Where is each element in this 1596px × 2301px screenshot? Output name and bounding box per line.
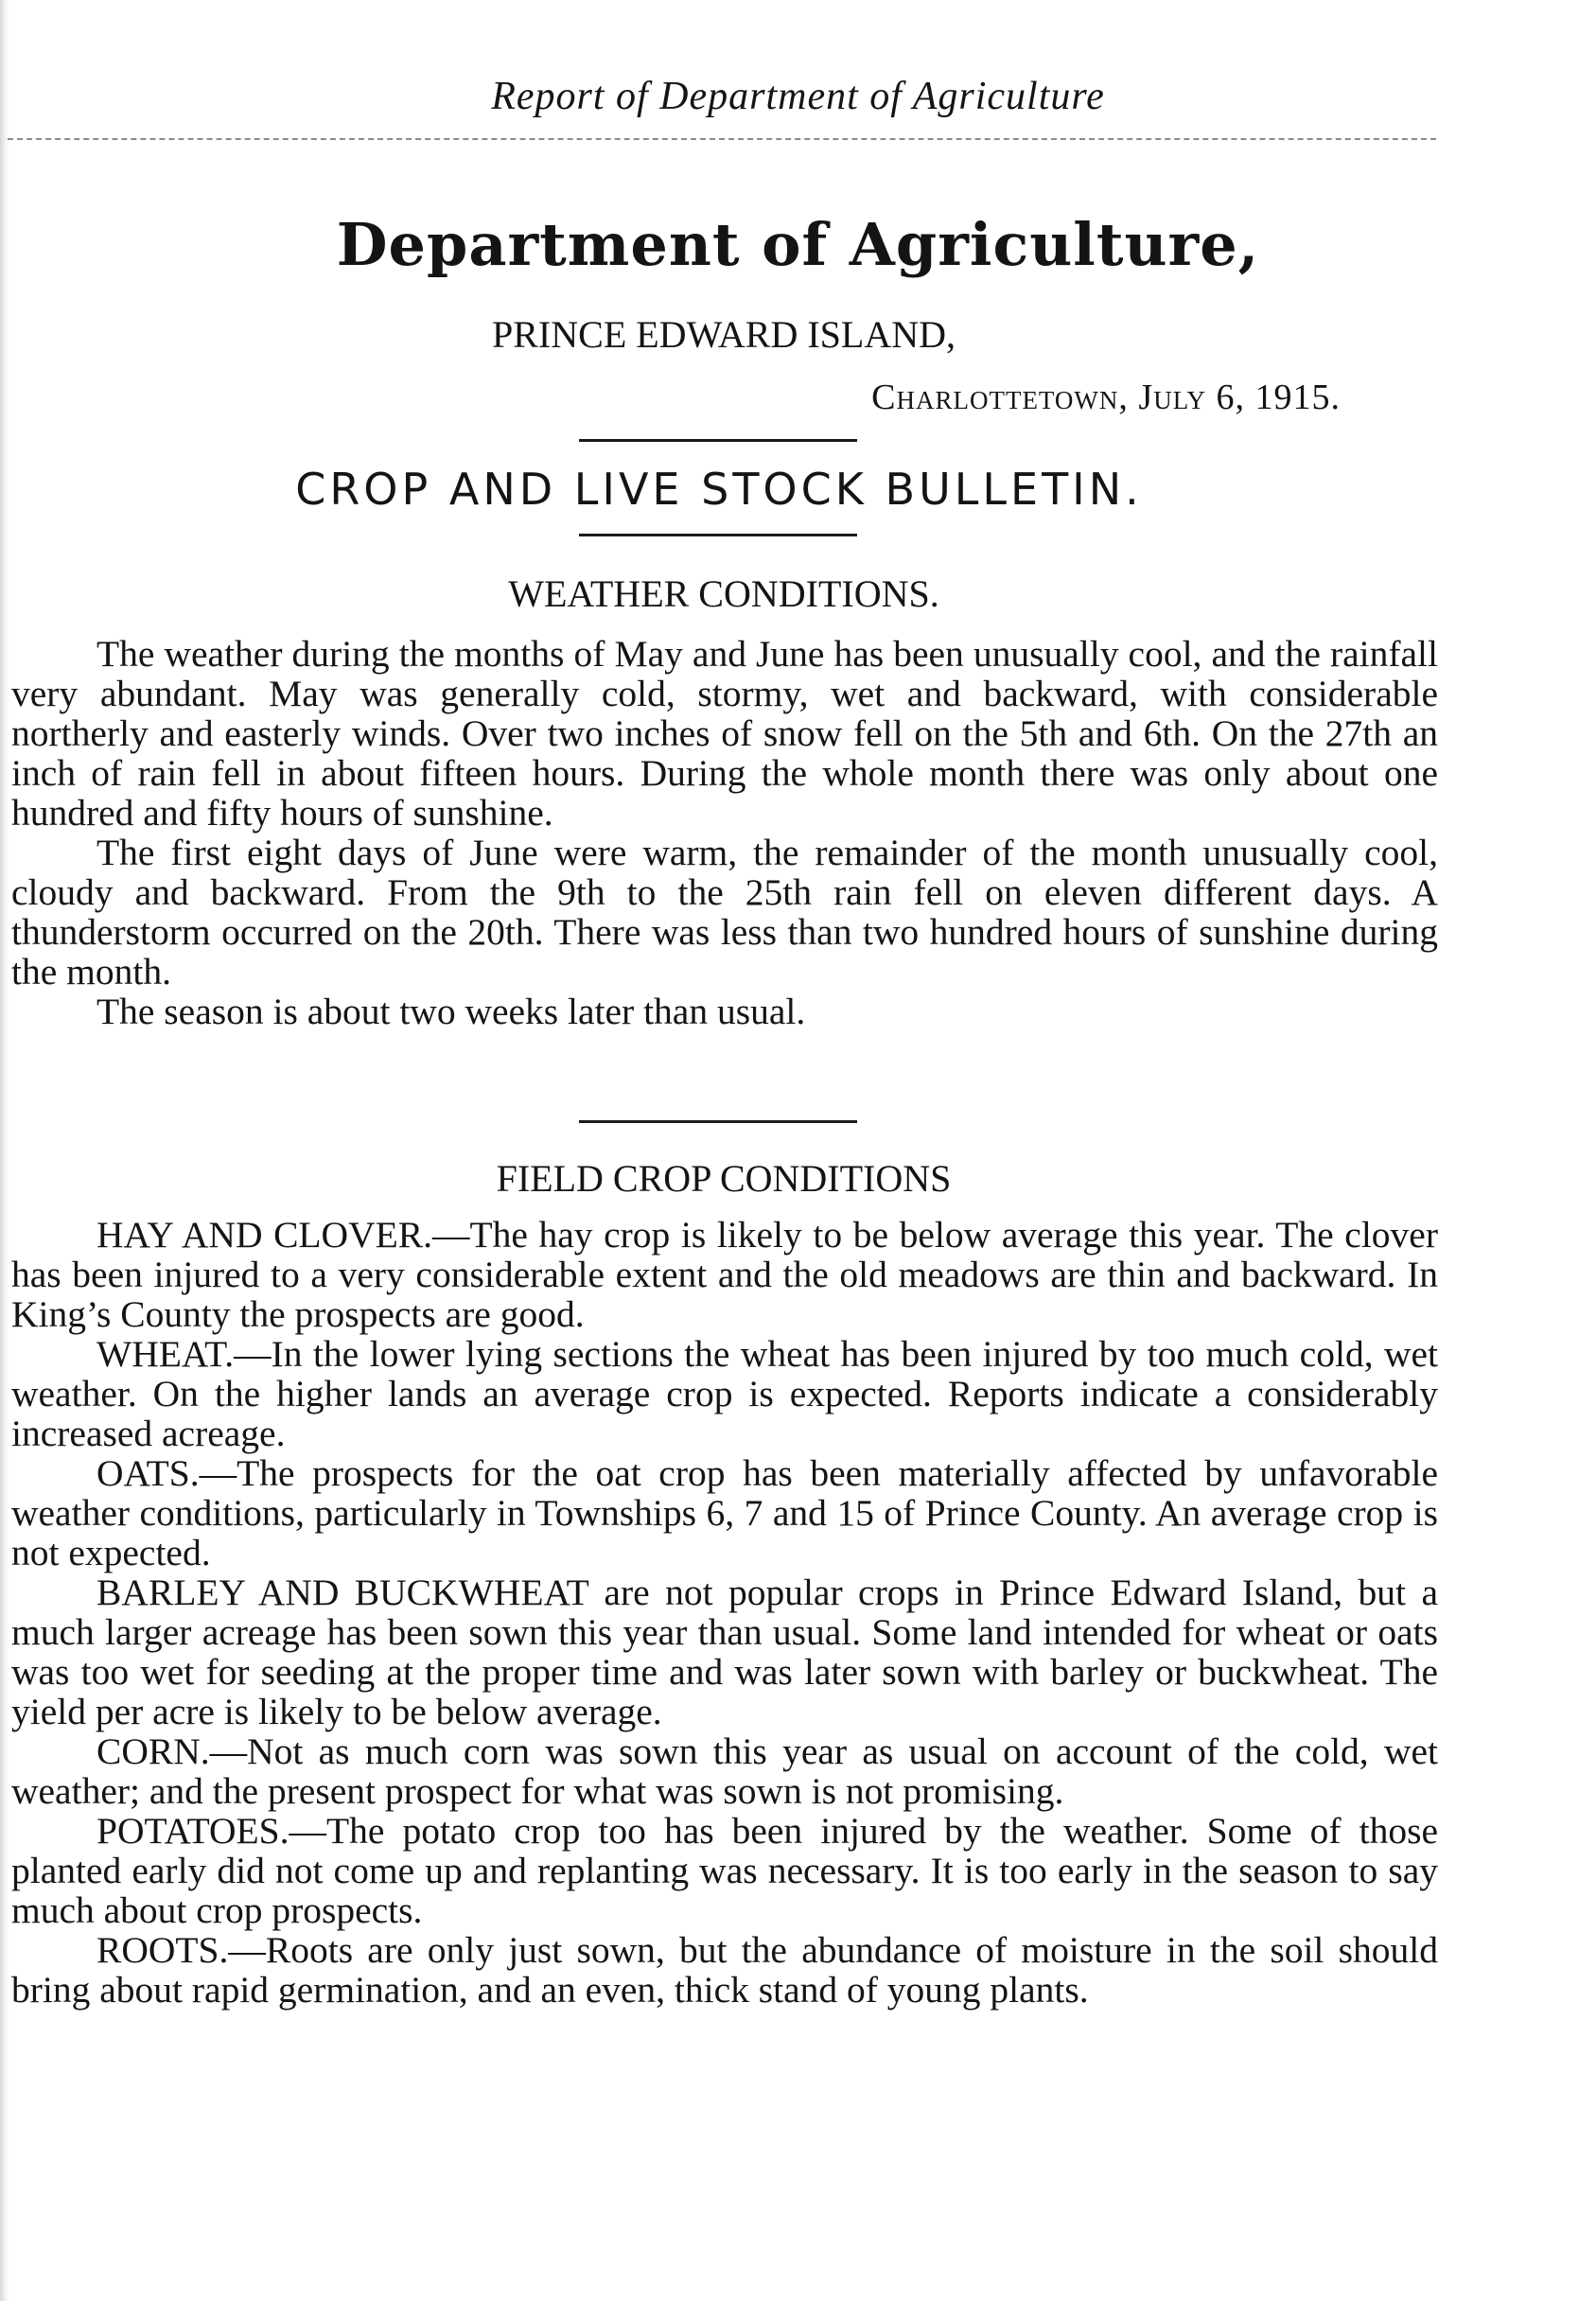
- bulletin-title: CROP AND LIVE STOCK BULLETIN.: [295, 464, 1143, 515]
- dateline: Charlottetown, July 6, 1915.: [871, 378, 1341, 417]
- weather-paragraph: The first eight days of June were warm, the remainder of the month unusually cool, cloudy and backward. From the 9th to the 25th rain fell on eleven different days. A thunderstorm occurred on the 20th. There was less than two hundred hours of sunshine during the month.: [11, 832, 1438, 992]
- crop-paragraph-barley-and-buckwheat: BARLEY AND BUCKWHEAT are not popular crops in Prince Edward Island, but a much larger acreage has been sown this year than usual. Some land intended for wheat or oats was too wet for seeding at the proper time and was later sown with barley or buckwheat. The yield per acre is likely to be below average.: [11, 1572, 1438, 1732]
- crop-paragraph-potatoes: POTATOES.—The potato crop too has been injured by the weather. Some of those planted early did not come up and replanting was necessary. It is too early in the season to say much about crop prospects.: [11, 1810, 1438, 1931]
- crop-paragraph-roots: ROOTS.—Roots are only just sown, but the abundance of moisture in the soil should bring about rapid germination, and an even, thick stand of young plants.: [11, 1929, 1438, 2011]
- crop-paragraph-oats: OATS.—The prospects for the oat crop has been materially affected by unfavorable weather conditions, particularly in Townships 6, 7 and 15 of Prince County. An average crop is not expected.: [11, 1452, 1438, 1573]
- running-head-rule: [8, 138, 1436, 140]
- field-crops-section: [11, 1215, 1438, 2010]
- weather-section: [11, 634, 1438, 1031]
- crop-paragraph-hay-and-clover: HAY AND CLOVER.—The hay crop is likely to be below average this year. The clover has been injured to a very considerable extent and the old meadows are thin and backward. In King’s County the prospects are good.: [11, 1214, 1438, 1335]
- province-line: PRINCE EDWARD ISLAND,: [492, 313, 956, 356]
- weather-heading: WEATHER CONDITIONS.: [508, 572, 939, 615]
- rule-above-bulletin: [579, 439, 857, 442]
- crop-paragraph-corn: CORN.—Not as much corn was sown this year as usual on account of the cold, wet weather; and the present prospect for what was sown is not promising.: [11, 1730, 1438, 1812]
- weather-paragraph: The season is about two weeks later than usual.: [96, 991, 806, 1032]
- running-head: Report of Department of Agriculture: [491, 75, 1105, 118]
- rule-above-field-crops: [579, 1120, 857, 1123]
- department-title: Department of Agriculture,: [336, 210, 1260, 279]
- crop-paragraph-wheat: WHEAT.—In the lower lying sections the wheat has been injured by too much cold, wet weather. On the higher lands an average crop is expected. Reports indicate a considerably increased acreage.: [11, 1333, 1438, 1454]
- field-crops-heading: FIELD CROP CONDITIONS: [496, 1157, 952, 1200]
- weather-paragraph: The weather during the months of May and June has been unusually cool, and the rainfall very abundant. May was generally cold, stormy, wet and backward, with considerable northerly and easterly winds. Over two inches of snow fell on the 5th and 6th. On the 27th an inch of rain fell in about fifteen hours. During the whole month there was only about one hundred and fifty hours of sunshine.: [11, 633, 1438, 834]
- rule-below-bulletin: [579, 534, 857, 536]
